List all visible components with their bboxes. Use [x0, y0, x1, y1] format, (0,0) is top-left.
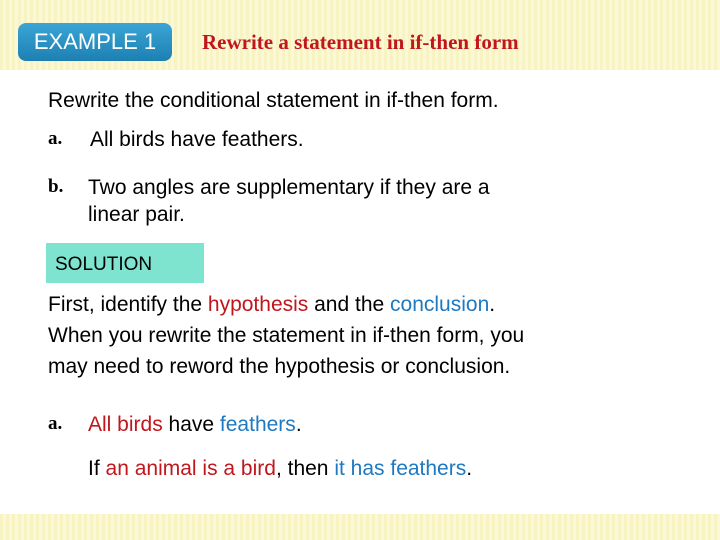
paragraph-text: . [489, 293, 496, 316]
answer-a-mid: have [162, 413, 220, 436]
answer-a-hypothesis: All birds [88, 413, 163, 436]
answer-a-label: a. [48, 413, 63, 434]
paragraph-line-3: may need to reword the hypothesis or conclusion. [48, 355, 511, 378]
hypothesis-term: hypothesis [207, 293, 309, 316]
rewrite-end: . [466, 457, 473, 480]
rewrite-hypothesis: an animal is a bird [105, 457, 276, 480]
answer-a-end: . [295, 413, 302, 436]
rewrite-conclusion: it has feathers [334, 457, 467, 480]
example-title: Rewrite a statement in if-then form [202, 30, 519, 54]
footer-band [0, 514, 720, 540]
example-badge: EXAMPLE 1 [18, 23, 172, 61]
answer-a-conclusion: feathers [219, 413, 296, 436]
rewrite-then: , then [275, 457, 335, 480]
paragraph-text: and the [308, 293, 391, 316]
solution-label: SOLUTION [46, 243, 204, 283]
paragraph-text: First, identify the [48, 293, 208, 316]
paragraph-line-2: When you rewrite the statement in if-then form, you [48, 324, 525, 347]
answer-a-text [88, 411, 302, 438]
problem-b-label: b. [48, 176, 64, 197]
instruction-text: Rewrite the conditional statement in if-then form. [48, 89, 499, 112]
problem-a-label: a. [48, 128, 63, 149]
problem-a-text: All birds have feathers. [90, 128, 304, 151]
conclusion-term: conclusion [390, 293, 490, 316]
problem-b-line2: linear pair. [88, 203, 185, 226]
rewrite-if: If [88, 457, 106, 480]
problem-b-line1: Two angles are supplementary if they are a [88, 176, 490, 199]
paragraph-line-1 [48, 289, 524, 320]
solution-paragraph [48, 289, 524, 382]
